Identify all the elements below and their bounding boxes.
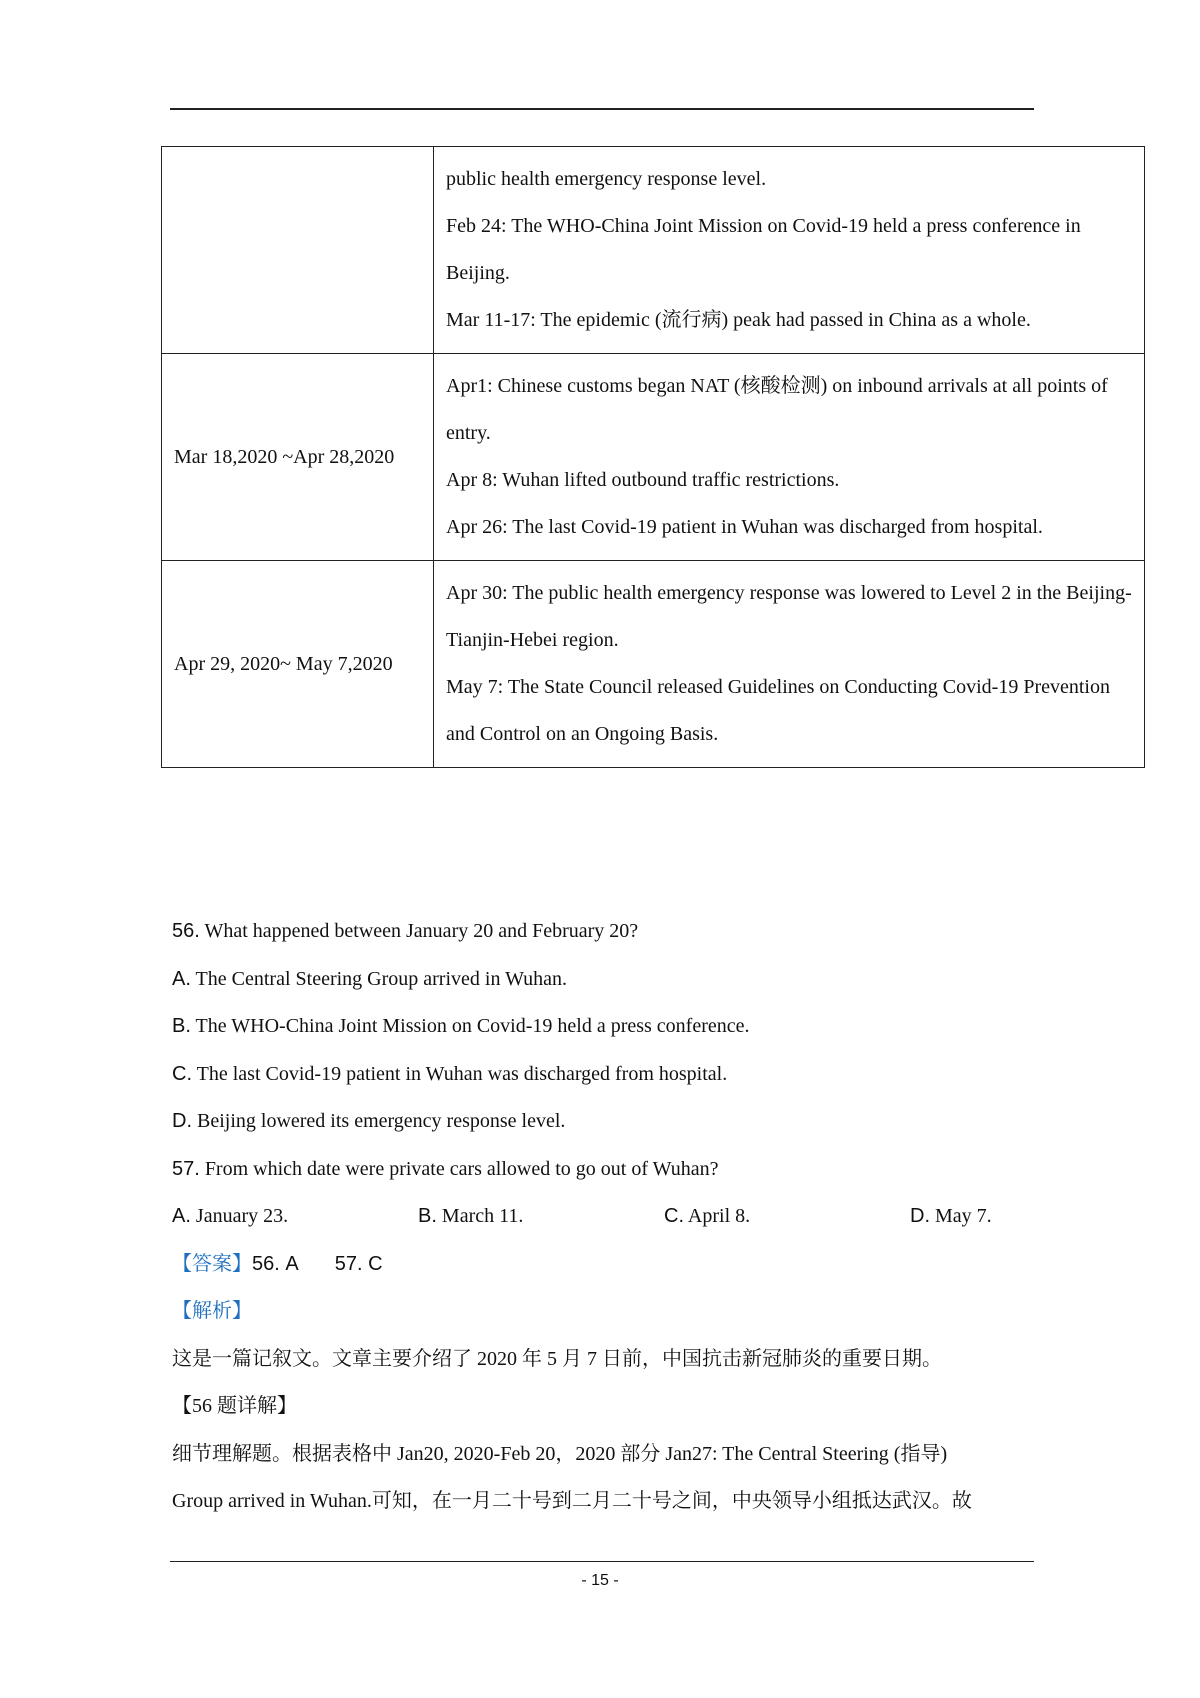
option-a [172, 956, 1052, 1004]
event-item: Apr 8: Wuhan lifted outbound traffic restrictions. [446, 469, 840, 491]
option-c [172, 1051, 1052, 1099]
question-number: 57. [172, 1157, 200, 1180]
option-letter: A. [172, 967, 191, 990]
analysis-summary: 这是一篇记叙文。文章主要介绍了 2020 年 5 月 7 日前，中国抗击新冠肺炎的重要日期。 [172, 1347, 942, 1370]
option-letter: A. [172, 1205, 191, 1227]
questions-section [172, 908, 1052, 1526]
option-text: April 8. [687, 1205, 751, 1227]
detail-text-line: Group arrived in Wuhan.可知，在一月二十号到二月二十号之间，中央领导小组抵达武汉。故 [172, 1490, 972, 1512]
event-item: public health emergency response level. [446, 168, 767, 190]
question-text: From which date were private cars allowed to go out of Wuhan? [204, 1157, 719, 1180]
answer-tag: 【答案】 [172, 1252, 252, 1275]
table-row [162, 561, 1145, 768]
option-letter: B. [172, 1015, 191, 1037]
table-row [162, 354, 1145, 561]
event-item: Apr 30: The public health emergency response was lowered to Level 2 in the Beijing-Tianjin-Hebei region. [446, 582, 1132, 651]
events-cell [434, 354, 1145, 561]
footer-rule [170, 1561, 1034, 1562]
option-b [172, 1003, 1052, 1051]
option-text: The last Covid-19 patient in Wuhan was discharged from hospital. [196, 1062, 728, 1085]
detail-text-line: 细节理解题。根据表格中 Jan20, 2020-Feb 20，2020 部分 Jan27: The Central Steering (指导) [172, 1442, 948, 1465]
events-cell [434, 561, 1145, 768]
question-number: 56. [172, 920, 200, 942]
period-cell: Mar 18,2020 ~Apr 28,2020 [162, 354, 434, 561]
analysis-tag: 【解析】 [172, 1300, 252, 1322]
option-b [418, 1193, 664, 1241]
event-item: May 7: The State Council released Guidelines on Conducting Covid-19 Prevention and Control on an Ongoing Basis. [446, 676, 1110, 745]
option-letter: D. [172, 1110, 192, 1132]
detail-heading: 【56 题详解】 [172, 1395, 297, 1417]
answer-57: 57. C [334, 1252, 383, 1275]
option-d [910, 1193, 992, 1241]
timeline-table [161, 146, 1145, 768]
page-number: - 15 - [581, 1572, 619, 1589]
answer-line [172, 1241, 1052, 1289]
header-rule [170, 108, 1034, 110]
question-57 [172, 1146, 1052, 1194]
event-item: Feb 24: The WHO-China Joint Mission on Covid-19 held a press conference in Beijing. [446, 215, 1081, 284]
option-letter: D. [910, 1205, 930, 1227]
question-text: What happened between January 20 and February 20? [204, 920, 639, 942]
period-cell [162, 147, 434, 354]
question-56 [172, 908, 1052, 956]
option-letter: C. [664, 1205, 684, 1227]
option-letter: C. [172, 1062, 192, 1085]
events-cell [434, 147, 1145, 354]
option-text: The WHO-China Joint Mission on Covid-19 held a press conference. [195, 1015, 750, 1037]
option-text: The Central Steering Group arrived in Wuhan. [195, 967, 568, 990]
period-cell: Apr 29, 2020~ May 7,2020 [162, 561, 434, 768]
option-a [172, 1193, 418, 1241]
answer-56: 56. A [252, 1252, 299, 1275]
event-item: Apr 26: The last Covid-19 patient in Wuhan was discharged from hospital. [446, 516, 1043, 538]
option-letter: B. [418, 1205, 437, 1227]
option-text: March 11. [441, 1205, 524, 1227]
q57-options [172, 1193, 1052, 1241]
option-text: May 7. [935, 1205, 992, 1227]
event-item: Mar 11-17: The epidemic (流行病) peak had passed in China as a whole. [446, 309, 1031, 331]
option-text: Beijing lowered its emergency response level. [197, 1110, 566, 1132]
option-d [172, 1098, 1052, 1146]
table-row [162, 147, 1145, 354]
option-c [664, 1193, 910, 1241]
option-text: January 23. [195, 1205, 289, 1227]
event-item: Apr1: Chinese customs began NAT (核酸检测) on inbound arrivals at all points of entry. [446, 375, 1108, 444]
